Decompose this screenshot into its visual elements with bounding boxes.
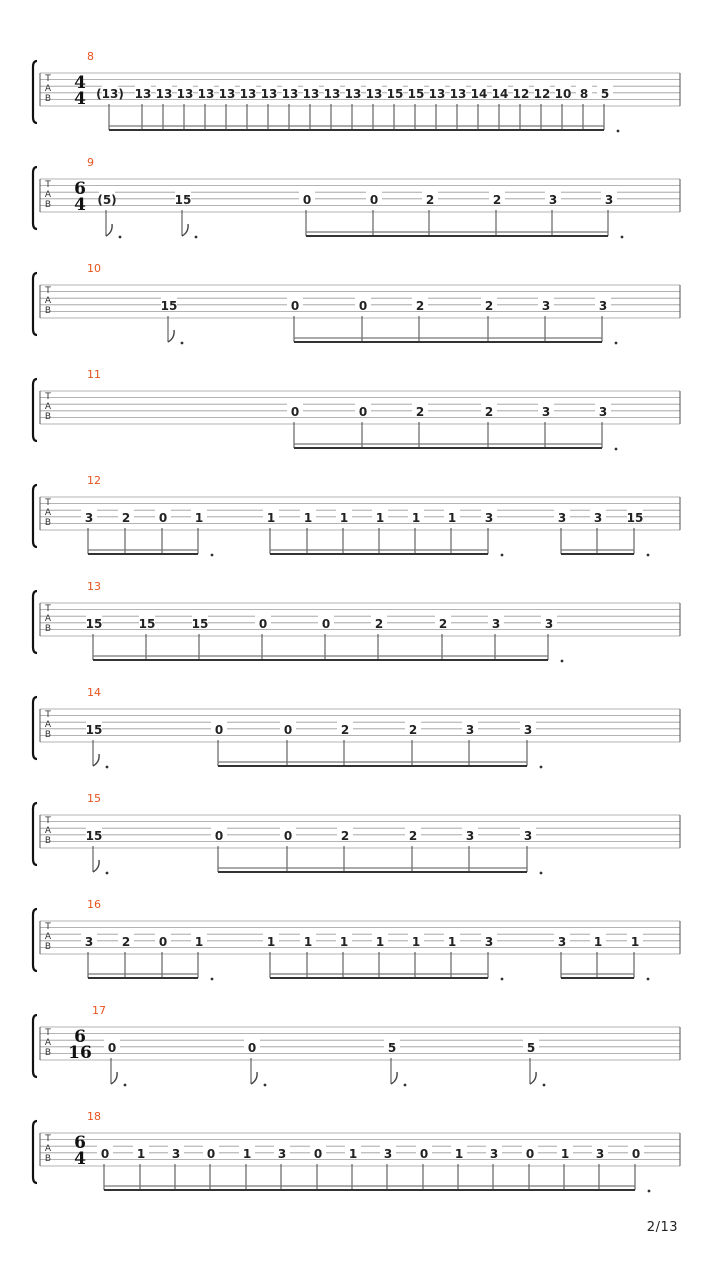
fret-number: 1 (411, 511, 421, 525)
fret-number: 1 (375, 511, 385, 525)
fret-number: 15 (386, 87, 404, 101)
fret-number: 1 (242, 1147, 252, 1161)
rhythm-dot (621, 236, 624, 239)
fret-number: 13 (428, 87, 446, 101)
fret-number: 1 (411, 935, 421, 949)
fret-number: 0 (107, 1041, 117, 1055)
fret-number: 1 (339, 511, 349, 525)
fret-number: 3 (171, 1147, 181, 1161)
tab-clef-letter: A (44, 932, 52, 942)
fret-number: 3 (484, 511, 494, 525)
tab-clef-letter: B (44, 518, 52, 528)
fret-number: (13) (96, 87, 124, 101)
tab-clef-letter: A (44, 84, 52, 94)
fret-number: 1 (447, 511, 457, 525)
rhythm-dot (211, 978, 214, 981)
fret-number: 3 (548, 193, 558, 207)
rhythm-dot (647, 554, 650, 557)
fret-number: 1 (194, 511, 204, 525)
fret-number: 13 (344, 87, 362, 101)
rhythm-dot (181, 342, 184, 345)
fret-number: 14 (491, 87, 509, 101)
fret-number: 3 (595, 1147, 605, 1161)
note-flag (93, 860, 99, 872)
tab-system (33, 898, 680, 980)
fret-number: 0 (100, 1147, 110, 1161)
fret-number: 2 (484, 299, 494, 313)
tab-system (33, 50, 680, 132)
fret-number: 0 (313, 1147, 323, 1161)
fret-number: 1 (593, 935, 603, 949)
fret-number: 10 (554, 87, 572, 101)
system-bracket (33, 379, 37, 441)
fret-number: 13 (281, 87, 299, 101)
tab-clef-letter: T (45, 1134, 51, 1144)
fret-number: 3 (277, 1147, 287, 1161)
note-flag (111, 1072, 117, 1084)
note-flag (93, 754, 99, 766)
tab-system (33, 580, 680, 662)
system-bracket (33, 167, 37, 229)
time-signature-bottom: 4 (74, 89, 86, 109)
fret-number: 0 (283, 723, 293, 737)
fret-number: 0 (358, 299, 368, 313)
fret-number: 13 (302, 87, 320, 101)
note-flag (530, 1072, 536, 1084)
fret-number: 1 (560, 1147, 570, 1161)
tab-clef-letter: A (44, 720, 52, 730)
fret-number: 0 (358, 405, 368, 419)
fret-number: 3 (465, 829, 475, 843)
tab-system (33, 156, 680, 238)
fret-number: 3 (465, 723, 475, 737)
tab-system (33, 368, 680, 450)
fret-number: 1 (454, 1147, 464, 1161)
fret-number: 3 (544, 617, 554, 631)
fret-number: 1 (375, 935, 385, 949)
fret-number: 5 (600, 87, 610, 101)
note-flag (182, 224, 188, 236)
bar-number: 8 (87, 50, 94, 63)
time-signature-top: 6 (74, 179, 86, 199)
bar-number: 12 (87, 474, 101, 487)
fret-number: 15 (174, 193, 192, 207)
fret-number: 12 (512, 87, 530, 101)
tab-clef-letter: A (44, 402, 52, 412)
tab-clef-letter: A (44, 1144, 52, 1154)
fret-number: 0 (321, 617, 331, 631)
fret-number: 0 (525, 1147, 535, 1161)
rhythm-dot (264, 1084, 267, 1087)
fret-number: 15 (160, 299, 178, 313)
bar-number: 14 (87, 686, 101, 699)
fret-number: 3 (541, 405, 551, 419)
time-signature-bottom: 4 (74, 1149, 86, 1169)
fret-number: 13 (155, 87, 173, 101)
fret-number: 2 (484, 405, 494, 419)
time-signature-top: 6 (74, 1133, 86, 1153)
system-bracket (33, 697, 37, 759)
tab-clef-letter: T (45, 286, 51, 296)
tab-clef-letter: T (45, 392, 51, 402)
rhythm-dot (119, 236, 122, 239)
fret-number: 3 (557, 511, 567, 525)
bar-number: 10 (87, 262, 101, 275)
fret-number: 3 (523, 723, 533, 737)
rhythm-dot (615, 448, 618, 451)
system-bracket (33, 485, 37, 547)
fret-number: 3 (593, 511, 603, 525)
fret-number: 3 (489, 1147, 499, 1161)
fret-number: 14 (470, 87, 488, 101)
bar-number: 15 (87, 792, 101, 805)
rhythm-dot (615, 342, 618, 345)
bar-number: 13 (87, 580, 101, 593)
fret-number: 15 (191, 617, 209, 631)
fret-number: 3 (604, 193, 614, 207)
fret-number: 3 (523, 829, 533, 843)
fret-number: 5 (526, 1041, 536, 1055)
system-bracket (33, 909, 37, 971)
fret-number: 3 (84, 935, 94, 949)
system-bracket (33, 273, 37, 335)
tab-system (33, 1004, 680, 1086)
rhythm-dot (647, 978, 650, 981)
rhythm-dot (543, 1084, 546, 1087)
bar-number: 11 (87, 368, 101, 381)
tab-clef-letter: B (44, 836, 52, 846)
fret-number: 0 (631, 1147, 641, 1161)
fret-number: 2 (492, 193, 502, 207)
time-signature-bottom: 16 (68, 1043, 92, 1063)
fret-number: 2 (374, 617, 384, 631)
tab-clef-letter: T (45, 180, 51, 190)
tab-clef-letter: A (44, 614, 52, 624)
rhythm-dot (617, 130, 620, 133)
fret-number: 0 (419, 1147, 429, 1161)
fret-number: 1 (348, 1147, 358, 1161)
fret-number: 0 (158, 511, 168, 525)
tab-clef-letter: T (45, 74, 51, 84)
fret-number: 2 (121, 935, 131, 949)
fret-number: 0 (290, 299, 300, 313)
fret-number: 15 (85, 723, 103, 737)
tab-clef-letter: T (45, 922, 51, 932)
tab-clef-letter: B (44, 412, 52, 422)
fret-number: 3 (557, 935, 567, 949)
rhythm-dot (195, 236, 198, 239)
tab-system (33, 686, 680, 768)
bar-number: 16 (87, 898, 101, 911)
time-signature-top: 4 (74, 73, 86, 93)
fret-number: 1 (303, 511, 313, 525)
fret-number: 0 (247, 1041, 257, 1055)
fret-number: 2 (415, 405, 425, 419)
bar-number: 17 (92, 1004, 106, 1017)
fret-number: 0 (214, 829, 224, 843)
fret-number: 1 (447, 935, 457, 949)
fret-number: 0 (290, 405, 300, 419)
fret-number: 2 (121, 511, 131, 525)
tab-clef-letter: B (44, 200, 52, 210)
fret-number: 13 (239, 87, 257, 101)
system-bracket (33, 803, 37, 865)
time-signature-top: 6 (74, 1027, 86, 1047)
tab-clef-letter: B (44, 94, 52, 104)
fret-number: 3 (541, 299, 551, 313)
fret-number: 0 (258, 617, 268, 631)
tab-clef-letter: T (45, 816, 51, 826)
fret-number: 15 (138, 617, 156, 631)
tab-system (33, 262, 680, 344)
tab-clef-letter: T (45, 1028, 51, 1038)
fret-number: 15 (85, 829, 103, 843)
fret-number: 13 (365, 87, 383, 101)
fret-number: 13 (260, 87, 278, 101)
fret-number: 2 (438, 617, 448, 631)
tab-clef-letter: A (44, 190, 52, 200)
fret-number: 8 (579, 87, 589, 101)
bar-number: 9 (87, 156, 94, 169)
tab-clef-letter: A (44, 508, 52, 518)
fret-number: 0 (158, 935, 168, 949)
fret-number: 2 (408, 829, 418, 843)
fret-number: 1 (339, 935, 349, 949)
fret-number: 3 (491, 617, 501, 631)
fret-number: 2 (425, 193, 435, 207)
rhythm-dot (404, 1084, 407, 1087)
fret-number: 3 (598, 405, 608, 419)
tab-clef-letter: T (45, 498, 51, 508)
page-number: 2/13 (646, 1220, 678, 1235)
rhythm-dot (540, 766, 543, 769)
rhythm-dot (561, 660, 564, 663)
fret-number: 3 (84, 511, 94, 525)
rhythm-dot (501, 978, 504, 981)
note-flag (391, 1072, 397, 1084)
system-bracket (33, 1121, 37, 1183)
tab-clef-letter: B (44, 730, 52, 740)
tab-clef-letter: T (45, 710, 51, 720)
tab-clef-letter: A (44, 1038, 52, 1048)
fret-number: 1 (303, 935, 313, 949)
note-flag (106, 224, 112, 236)
fret-number: 0 (206, 1147, 216, 1161)
rhythm-dot (540, 872, 543, 875)
fret-number: 2 (415, 299, 425, 313)
fret-number: 15 (85, 617, 103, 631)
fret-number: 3 (598, 299, 608, 313)
tab-clef-letter: A (44, 826, 52, 836)
fret-number: 0 (214, 723, 224, 737)
tab-clef-letter: B (44, 1048, 52, 1058)
tab-clef-letter: T (45, 604, 51, 614)
fret-number: 2 (340, 723, 350, 737)
fret-number: 3 (383, 1147, 393, 1161)
fret-number: 15 (626, 511, 644, 525)
fret-number: 13 (176, 87, 194, 101)
rhythm-dot (124, 1084, 127, 1087)
fret-number: (5) (97, 193, 117, 207)
tab-clef-letter: B (44, 624, 52, 634)
tab-system (33, 474, 680, 556)
tab-clef-letter: B (44, 942, 52, 952)
rhythm-dot (106, 872, 109, 875)
system-bracket (33, 61, 37, 123)
fret-number: 5 (387, 1041, 397, 1055)
fret-number: 13 (197, 87, 215, 101)
bar-number: 18 (87, 1110, 101, 1123)
fret-number: 1 (266, 935, 276, 949)
fret-number: 2 (408, 723, 418, 737)
tab-system (33, 1110, 680, 1192)
time-signature-bottom: 4 (74, 195, 86, 215)
note-flag (168, 330, 174, 342)
note-flag (251, 1072, 257, 1084)
system-bracket (33, 1015, 37, 1077)
fret-number: 0 (302, 193, 312, 207)
fret-number: 2 (340, 829, 350, 843)
fret-number: 13 (449, 87, 467, 101)
tab-clef-letter: B (44, 1154, 52, 1164)
fret-number: 15 (407, 87, 425, 101)
fret-number: 1 (136, 1147, 146, 1161)
fret-number: 12 (533, 87, 551, 101)
fret-number: 3 (484, 935, 494, 949)
fret-number: 13 (218, 87, 236, 101)
tab-system (33, 792, 680, 874)
fret-number: 0 (283, 829, 293, 843)
fret-number: 0 (369, 193, 379, 207)
fret-number: 13 (323, 87, 341, 101)
rhythm-dot (211, 554, 214, 557)
fret-number: 1 (266, 511, 276, 525)
tab-clef-letter: A (44, 296, 52, 306)
rhythm-dot (106, 766, 109, 769)
system-bracket (33, 591, 37, 653)
rhythm-dot (648, 1190, 651, 1193)
fret-number: 1 (194, 935, 204, 949)
rhythm-dot (501, 554, 504, 557)
fret-number: 13 (134, 87, 152, 101)
fret-number: 1 (630, 935, 640, 949)
tab-clef-letter: B (44, 306, 52, 316)
